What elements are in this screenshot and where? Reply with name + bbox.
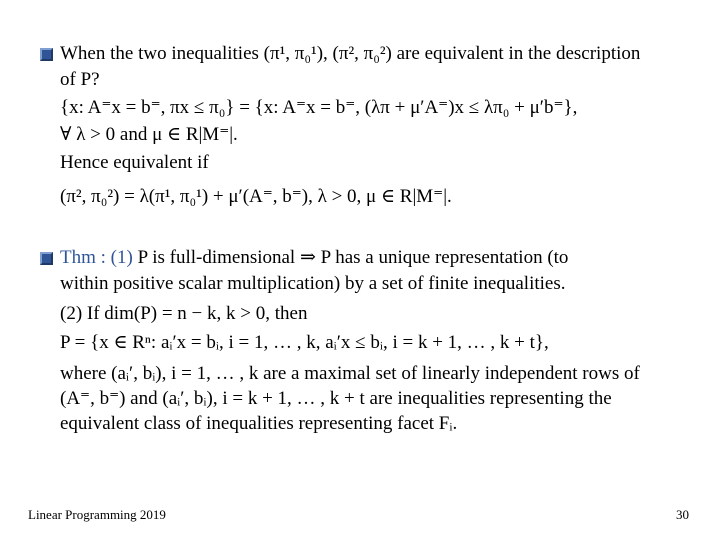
- page-number: 30: [676, 507, 689, 522]
- square-bullet-icon: [40, 48, 53, 61]
- square-bullet-icon: [40, 252, 53, 265]
- bullet2-line5: where (aᵢ′, bᵢ), i = 1, … , k are a maximal set of linearly independent rows of: [60, 363, 640, 384]
- bullet2-line3: (2) If dim(P) = n − k, k > 0, then: [60, 303, 308, 324]
- bullet2-line2: within positive scalar multiplication) by a set of finite inequalities.: [60, 273, 566, 294]
- bullet2-line6: (A⁼, b⁼) and (aᵢ′, bᵢ), i = k + 1, … , k + t are inequalities representing the: [60, 388, 612, 409]
- bullet1-line1: When the two inequalities (π¹, π₀¹), (π², π₀²) are equivalent in the description: [60, 43, 641, 64]
- thm-label: Thm : (1): [60, 247, 133, 268]
- bullet2-line1-rest: P is full-dimensional ⇒ P has a unique representation (to: [132, 247, 569, 268]
- bullet1-line6: (π², π₀²) = λ(π¹, π₀¹) + μ′(A⁼, b⁼), λ > 0, μ ∈ R|M⁼|.: [60, 186, 452, 207]
- bullet2-line1: [60, 246, 568, 270]
- bullet1-line2: of P?: [60, 69, 100, 90]
- bullet1-line3: {x: A⁼x = b⁼, πx ≤ π₀} = {x: A⁼x = b⁼, (λπ + μ′A⁼)x ≤ λπ₀ + μ′b⁼},: [60, 97, 578, 118]
- bullet2-line7: equivalent class of inequalities representing facet Fᵢ.: [60, 413, 458, 434]
- bullet1-line4: ∀ λ > 0 and μ ∈ R|M⁼|.: [60, 124, 238, 145]
- bullet2-line4: P = {x ∈ Rⁿ: aᵢ′x = bᵢ, i = 1, … , k, aᵢ′x ≤ bᵢ, i = k + 1, … , k + t},: [60, 332, 549, 353]
- footer-course-title: Linear Programming 2019: [28, 507, 166, 522]
- bullet1-line5: Hence equivalent if: [60, 152, 209, 173]
